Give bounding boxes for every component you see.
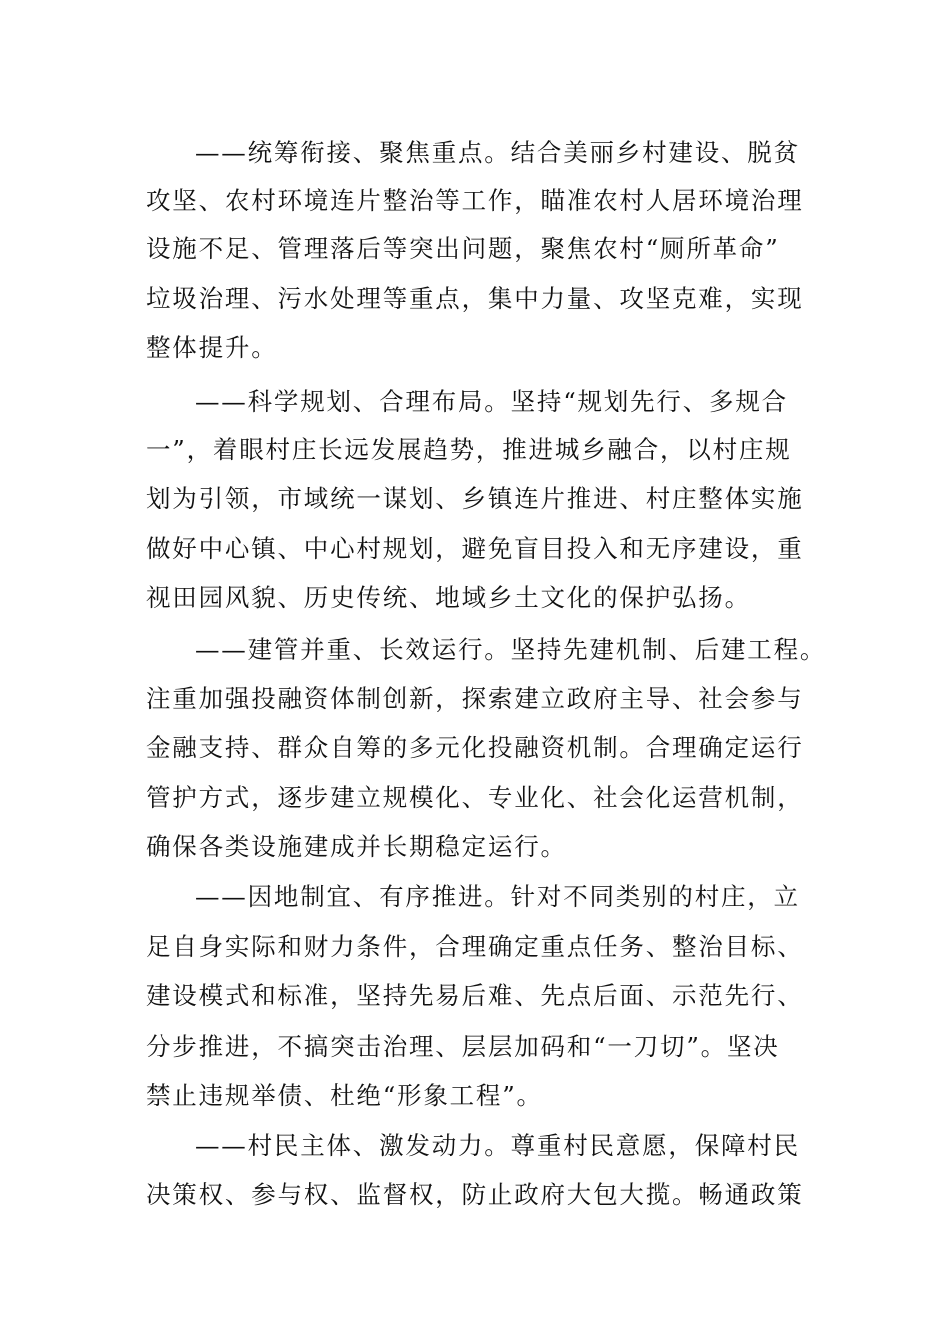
text-line: ——村民主体、激发动力。尊重村民意愿，保障村民 [195, 1131, 800, 1160]
text-line: ——建管并重、长效运行。坚持先建机制、后建工程。 [195, 635, 827, 664]
text-line: 金融支持、群众自筹的多元化投融资机制。合理确定运行 [146, 733, 804, 762]
text-line: 建设模式和标准，坚持先易后难、先点后面、示范先行、 [146, 981, 804, 1010]
text-line: 视田园风貌、历史传统、地域乡土文化的保护弘扬。 [146, 583, 751, 612]
text-line: 注重加强投融资体制创新，探索建立政府主导、社会参与 [146, 684, 804, 713]
text-line: 确保各类设施建成并长期稳定运行。 [146, 832, 567, 861]
text-line: 做好中心镇、中心村规划，避免盲目投入和无序建设，重 [146, 534, 804, 563]
text-line: 整体提升。 [146, 333, 278, 362]
text-line: 分步推进，不搞突击治理、层层加码和“一刀切”。坚决 [146, 1032, 780, 1061]
text-line: 攻坚、农村环境连片整治等工作，瞄准农村人居环境治理 [146, 186, 804, 215]
text-line: 设施不足、管理落后等突出问题，聚焦农村“厕所革命” [146, 234, 780, 263]
text-line: 足自身实际和财力条件，合理确定重点任务、整治目标、 [146, 932, 804, 961]
text-line: 禁止违规举债、杜绝“形象工程”。 [146, 1081, 543, 1110]
text-line: 决策权、参与权、监督权，防止政府大包大揽。畅通政策 [146, 1180, 804, 1209]
text-line: 垃圾治理、污水处理等重点，集中力量、攻坚克难，实现 [146, 284, 804, 313]
text-line: 划为引领，市域统一谋划、乡镇连片推进、村庄整体实施 [146, 484, 804, 513]
text-line: ——统筹衔接、聚焦重点。结合美丽乡村建设、脱贫 [195, 138, 800, 167]
text-line: 管护方式，逐步建立规模化、专业化、社会化运营机制， [146, 783, 804, 812]
text-line: ——因地制宜、有序推进。针对不同类别的村庄，立 [195, 882, 800, 911]
text-line: ——科学规划、合理布局。坚持“规划先行、多规合 [195, 387, 788, 416]
text-line: 一”，着眼村庄长远发展趋势，推进城乡融合，以村庄规 [146, 435, 792, 464]
